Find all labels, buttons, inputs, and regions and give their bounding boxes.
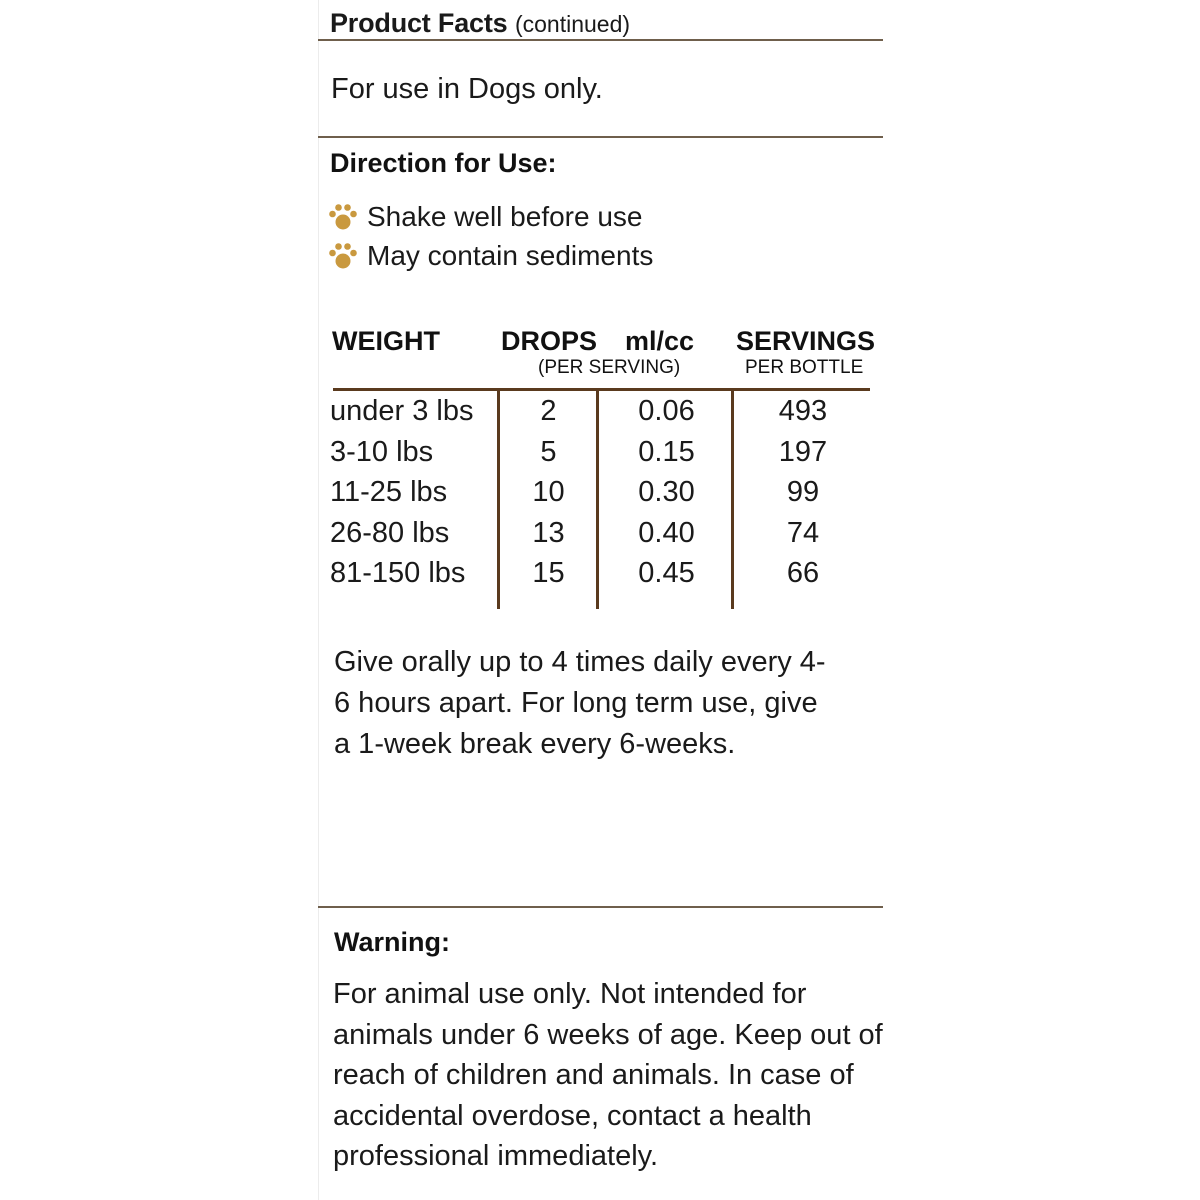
column-subheader-per-serving: (PER SERVING): [538, 357, 681, 378]
cell-servings: 99: [786, 476, 820, 508]
table-header-rule: [333, 388, 870, 391]
paw-icon: [327, 201, 359, 233]
cell-ml: 0.45: [638, 557, 695, 589]
cell-weight: 81-150 lbs: [330, 557, 466, 589]
cell-ml: 0.40: [638, 517, 695, 549]
cell-drops: 5: [540, 436, 557, 468]
cell-ml: 0.06: [638, 395, 695, 427]
cell-weight: 3-10 lbs: [330, 436, 434, 468]
bullet-text: Shake well before use: [367, 201, 643, 232]
divider: [318, 39, 883, 41]
warning-text: For animal use only. Not intended for animals under 6 weeks of age. Keep out of reach of children and animals. In case of accidental overdose, contact a health professional immediately.: [333, 978, 883, 1172]
bullet-text: May contain sediments: [367, 240, 654, 271]
cell-servings: 197: [778, 436, 828, 468]
cell-weight: 26-80 lbs: [330, 517, 450, 549]
usage-note: For use in Dogs only.: [331, 73, 603, 105]
list-item: [327, 239, 653, 273]
page-title: [330, 6, 630, 41]
list-item: [327, 200, 643, 234]
cell-weight: under 3 lbs: [330, 395, 474, 427]
cell-servings: 493: [778, 395, 828, 427]
title-main: Product Facts: [330, 8, 508, 38]
divider: [318, 136, 883, 138]
cell-ml: 0.30: [638, 476, 695, 508]
cell-drops: 13: [532, 517, 565, 549]
divider: [318, 906, 883, 908]
cell-drops: 15: [532, 557, 565, 589]
column-header-drops: DROPS: [501, 326, 598, 356]
column-header-weight: WEIGHT: [332, 326, 440, 356]
administration-text: Give orally up to 4 times daily every 4-6 hours apart. For long term use, give a 1-week break every 6-weeks.: [334, 646, 826, 760]
cell-servings: 74: [786, 517, 820, 549]
cell-weight: 11-25 lbs: [330, 476, 448, 508]
warning-heading: Warning:: [334, 927, 450, 957]
paw-icon: [327, 240, 359, 272]
cell-drops: 10: [532, 476, 565, 508]
directions-heading: Direction for Use:: [330, 148, 557, 178]
column-subheader-per-bottle: PER BOTTLE: [745, 357, 864, 378]
cell-ml: 0.15: [638, 436, 695, 468]
column-header-servings: SERVINGS: [736, 326, 876, 356]
cell-servings: 66: [786, 557, 820, 589]
column-header-ml: ml/cc: [625, 326, 695, 356]
title-suffix: (continued): [514, 11, 631, 37]
cell-drops: 2: [540, 395, 557, 427]
